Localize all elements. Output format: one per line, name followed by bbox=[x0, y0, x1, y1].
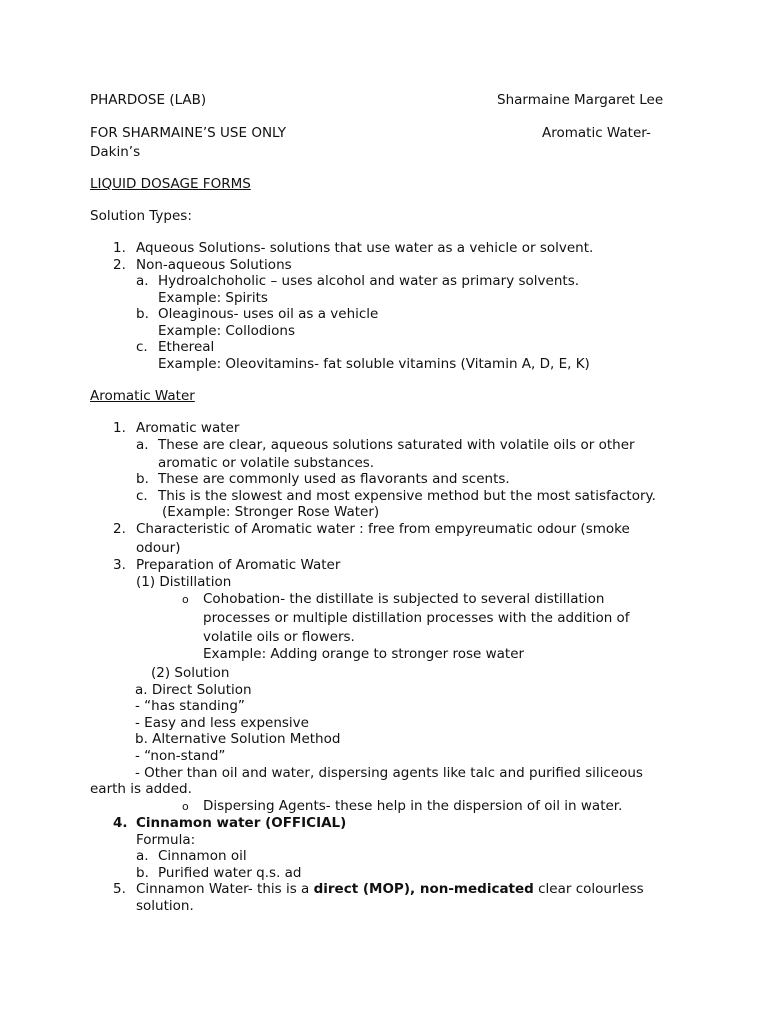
topic-line1: Aromatic Water- bbox=[542, 125, 651, 141]
sub-list-item: This is the slowest and most expensive method but the most satisfactory. bbox=[158, 488, 656, 504]
sub-list-item: Oleaginous- uses oil as a vehicle bbox=[158, 306, 379, 322]
item5-text-post: clear colourless bbox=[533, 881, 644, 897]
usage-notice: FOR SHARMAINE’S USE ONLY bbox=[90, 125, 287, 141]
list-number: 1. bbox=[113, 240, 126, 256]
alternative-solution-line: - “non-stand” bbox=[135, 748, 226, 764]
list-item-cont: solution. bbox=[136, 898, 194, 914]
sub-list-letter: a. bbox=[136, 848, 149, 864]
list-number: 2. bbox=[113, 521, 126, 537]
list-item: Aqueous Solutions- solutions that use water as a vehicle or solvent. bbox=[136, 240, 594, 256]
list-number: 2. bbox=[113, 257, 126, 273]
sub-list-item: These are clear, aqueous solutions saturated with volatile oils or other bbox=[158, 437, 635, 453]
item5-text-bold: direct (MOP), non-medicated bbox=[313, 881, 534, 897]
sub-list-letter: b. bbox=[136, 306, 149, 322]
sub-list-letter: c. bbox=[136, 488, 148, 504]
item5-text-pre: Cinnamon Water- this is a bbox=[136, 881, 314, 897]
sub-list-example: Example: Spirits bbox=[158, 290, 268, 306]
direct-solution-line: - Easy and less expensive bbox=[135, 715, 309, 731]
cohobation-line: Cohobation- the distillate is subjected to several distillation bbox=[203, 591, 605, 607]
formula-ingredient: Cinnamon oil bbox=[158, 848, 247, 864]
sub-list-item: Ethereal bbox=[158, 339, 215, 355]
author-name: Sharmaine Margaret Lee bbox=[497, 92, 664, 108]
section-heading-aromatic-water: Aromatic Water bbox=[90, 388, 195, 404]
sub-list-letter: a. bbox=[136, 437, 149, 453]
sub-list-item-cont: (Example: Stronger Rose Water) bbox=[162, 504, 380, 520]
alternative-solution-cont: earth is added. bbox=[90, 781, 192, 797]
list-number: 3. bbox=[113, 557, 126, 573]
list-number: 4. bbox=[113, 815, 128, 831]
sub-list-example: Example: Collodions bbox=[158, 323, 296, 339]
cohobation-line: processes or multiple distillation processes with the addition of bbox=[203, 610, 630, 626]
solution-types-intro: Solution Types: bbox=[90, 208, 192, 224]
cohobation-example: Example: Adding orange to stronger rose water bbox=[203, 646, 525, 662]
bullet-icon: o bbox=[182, 800, 189, 813]
sub-list-letter: c. bbox=[136, 339, 148, 355]
list-item-cont: odour) bbox=[136, 540, 181, 556]
formula-label: Formula: bbox=[136, 832, 196, 848]
list-number: 1. bbox=[113, 420, 126, 436]
formula-ingredient: Purified water q.s. ad bbox=[158, 865, 302, 881]
list-item: Non-aqueous Solutions bbox=[136, 257, 292, 273]
dispersing-agents-line: Dispersing Agents- these help in the dispersion of oil in water. bbox=[203, 798, 623, 814]
direct-solution-line: a. Direct Solution bbox=[135, 682, 252, 698]
alternative-solution-line: - Other than oil and water, dispersing agents like talc and purified siliceous bbox=[135, 765, 643, 781]
bullet-icon: o bbox=[182, 593, 189, 606]
course-title: PHARDOSE (LAB) bbox=[90, 92, 207, 108]
direct-solution-line: - “has standing” bbox=[135, 698, 245, 714]
solution-label: (2) Solution bbox=[151, 665, 230, 681]
distillation-label: (1) Distillation bbox=[136, 574, 232, 590]
sub-list-item: These are commonly used as flavorants and scents. bbox=[158, 471, 510, 487]
cinnamon-water-title: Cinnamon water (OFFICIAL) bbox=[136, 815, 347, 831]
sub-list-letter: a. bbox=[136, 273, 149, 289]
sub-list-item: Hydroalchoholic – uses alcohol and water as primary solvents. bbox=[158, 273, 580, 289]
list-number: 5. bbox=[113, 881, 126, 897]
sub-list-letter: b. bbox=[136, 471, 149, 487]
sub-list-item-cont: aromatic or volatile substances. bbox=[158, 455, 375, 471]
sub-list-example: Example: Oleovitamins- fat soluble vitamins (Vitamin A, D, E, K) bbox=[158, 356, 590, 372]
alternative-solution-line: b. Alternative Solution Method bbox=[135, 731, 341, 747]
list-item: Aromatic water bbox=[136, 420, 240, 436]
sub-list-letter: b. bbox=[136, 865, 149, 881]
list-item: Characteristic of Aromatic water : free from empyreumatic odour (smoke bbox=[136, 521, 630, 537]
list-item bbox=[136, 881, 644, 898]
section-heading-liquid-dosage: LIQUID DOSAGE FORMS bbox=[90, 176, 251, 192]
topic-line2: Dakin’s bbox=[90, 144, 141, 160]
list-item: Preparation of Aromatic Water bbox=[136, 557, 341, 573]
cohobation-line: volatile oils or flowers. bbox=[203, 629, 355, 645]
